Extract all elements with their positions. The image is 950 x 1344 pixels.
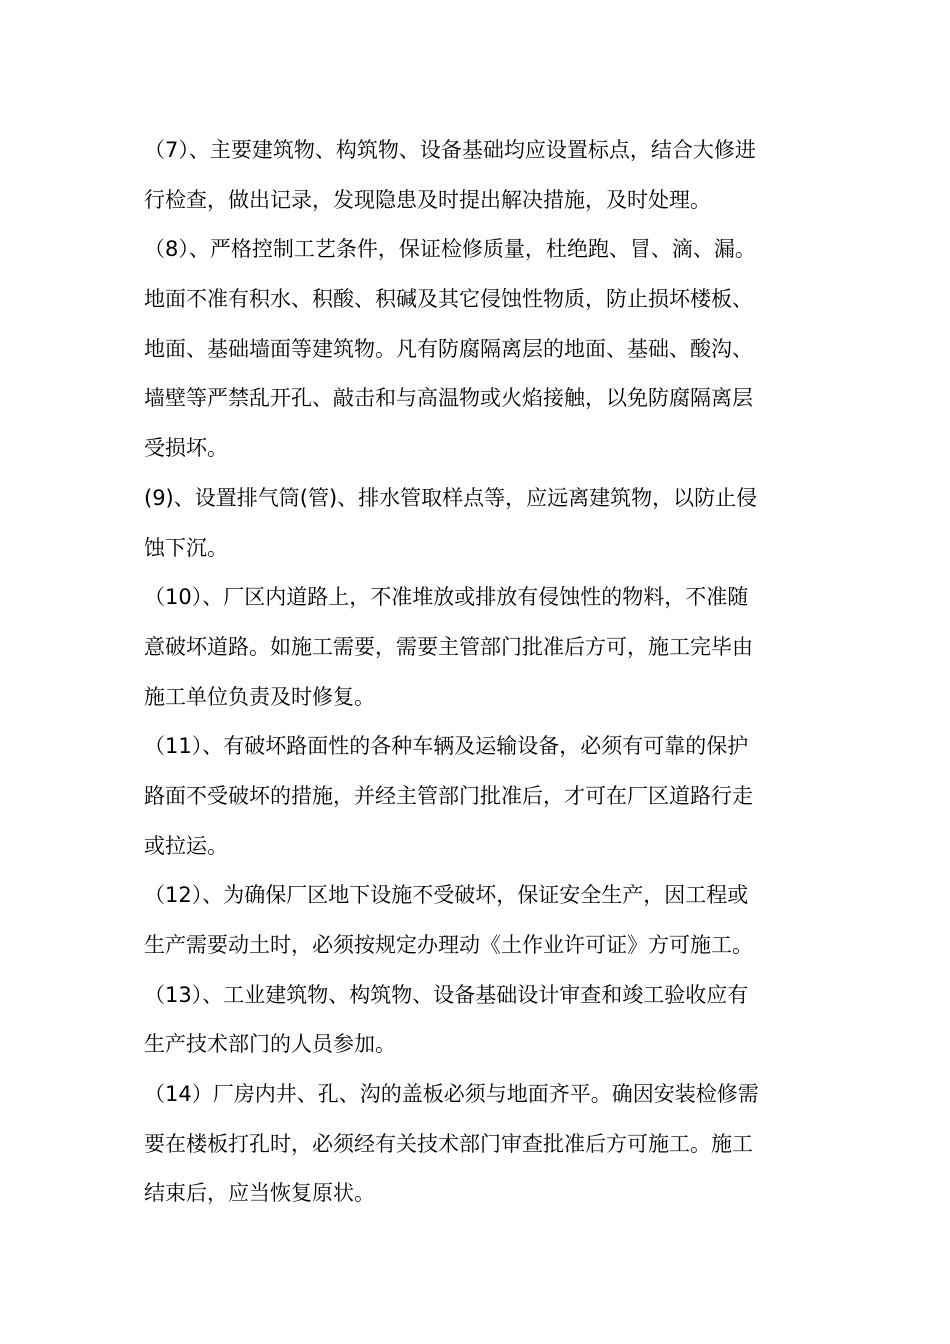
text-line: （13）、工业建筑物、构筑物、设备基础设计审查和竣工验收应有 — [144, 982, 749, 1007]
text-line: （10）、厂区内道路上，不准堆放或排放有侵蚀性的物料，不准随 — [144, 585, 749, 610]
text-line: 意破坏道路。如施工需要，需要主管部门批准后方可，施工完毕由 — [144, 634, 753, 659]
text-line: （11）、有破坏路面性的各种车辆及运输设备，必须有可靠的保护 — [144, 734, 749, 759]
text-line: （12）、为确保厂区地下设施不受破坏，保证安全生产，因工程或 — [144, 883, 749, 908]
text-line: 路面不受破坏的措施，并经主管部门批准后，才可在厂区道路行走 — [144, 783, 753, 808]
text-line: 蚀下沉。 — [144, 535, 228, 560]
text-line: 结束后，应当恢复原状。 — [144, 1181, 375, 1206]
text-line: 要在楼板打孔时，必须经有关技术部门审查批准后方可施工。施工 — [144, 1131, 753, 1156]
text-line: （7）、主要建筑物、构筑物、设备基础均应设置标点，结合大修进 — [144, 138, 756, 162]
text-line: 生产技术部门的人员参加。 — [144, 1032, 396, 1057]
text-line: 行检查，做出记录，发现隐患及时提出解决措施，及时处理。 — [144, 187, 711, 212]
text-line: （14）厂房内井、孔、沟的盖板必须与地面齐平。确因安装检修需 — [144, 1082, 759, 1107]
document-body — [144, 126, 808, 1219]
text-line: 受损坏。 — [144, 436, 228, 461]
text-line: （8）、严格控制工艺条件，保证检修质量，杜绝跑、冒、滴、漏。 — [144, 237, 756, 262]
text-line: (9)、设置排气筒(管)、排水管取样点等，应远离建筑物，以防止侵 — [144, 485, 758, 510]
text-line: 地面不准有积水、积酸、积碱及其它侵蚀性物质，防止损坏楼板、 — [144, 287, 753, 312]
text-line: 或拉运。 — [144, 833, 228, 858]
text-line: 施工单位负责及时修复。 — [144, 684, 375, 709]
text-line: 生产需要动土时，必须按规定办理动《土作业许可证》方可施工。 — [144, 933, 753, 957]
text-line: 墙壁等严禁乱开孔、敲击和与高温物或火焰接触，以免防腐隔离层 — [144, 386, 753, 411]
text-line: 地面、基础墙面等建筑物。凡有防腐隔离层的地面、基础、酸沟、 — [144, 336, 753, 361]
